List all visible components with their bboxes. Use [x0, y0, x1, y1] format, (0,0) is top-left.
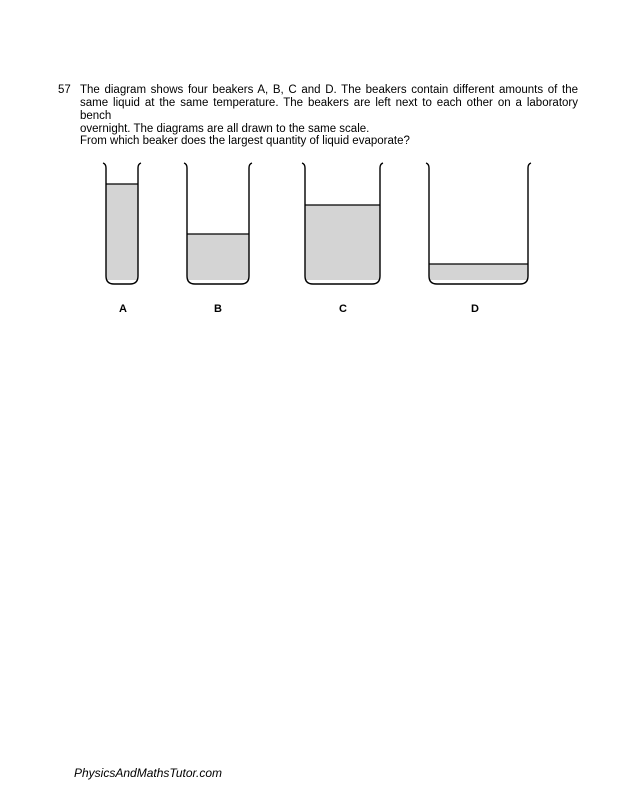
footer-website: PhysicsAndMathsTutor.com [74, 766, 223, 780]
question-line: The diagram shows four beakers A, B, C and D. The beakers contain different amounts of the [80, 84, 578, 96]
beaker-a-label: A [119, 303, 127, 315]
beaker-d-label: D [471, 303, 479, 315]
beaker-c [302, 163, 383, 315]
beaker-b [184, 163, 252, 315]
beaker-d [426, 163, 531, 315]
beaker-d-liquid [429, 264, 528, 280]
question-line: same liquid at the same temperature. The beakers are left next to each other on a laboratory bench [80, 97, 578, 122]
beaker-c-liquid [305, 205, 380, 280]
beaker-c-label: C [339, 303, 347, 315]
beaker-b-liquid [187, 234, 249, 280]
beaker-b-label: B [214, 303, 222, 315]
beaker-a [103, 163, 141, 315]
beaker-a-liquid [106, 184, 138, 280]
question-number: 57 [58, 84, 71, 96]
question-line: overnight. The diagrams are all drawn to the same scale. [80, 123, 370, 135]
question-prompt: From which beaker does the largest quantity of liquid evaporate? [80, 135, 410, 147]
